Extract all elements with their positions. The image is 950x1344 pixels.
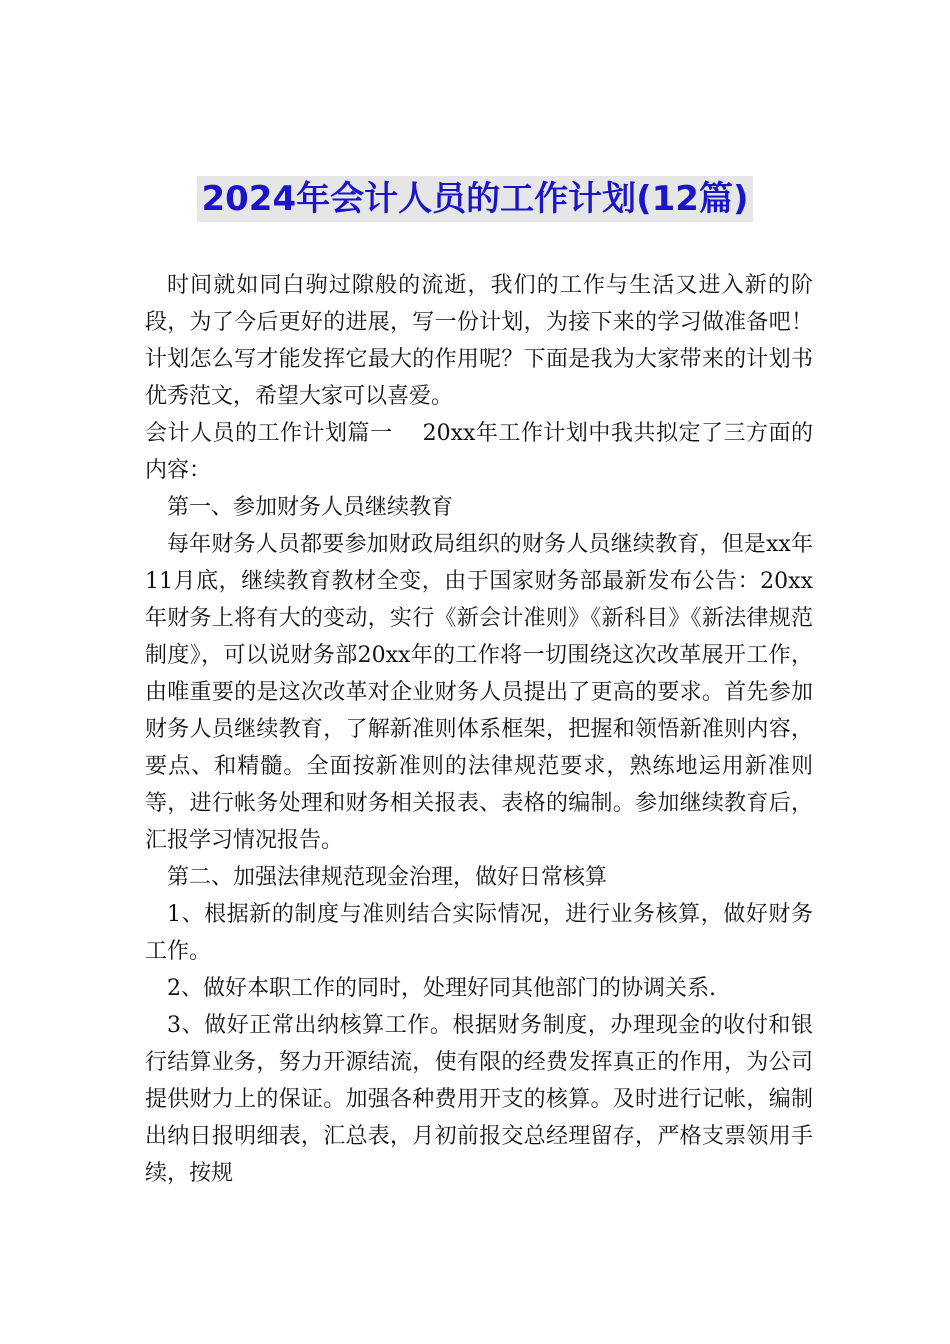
section-heading-paragraph: 会计人员的工作计划篇一 20xx年工作计划中我共拟定了三方面的内容： xyxy=(145,421,813,483)
list-item-2: 2、做好本职工作的同时，处理好同其他部门的协调关系. xyxy=(167,976,716,1001)
subheading-second: 第二、加强法律规范现金治理，做好日常核算 xyxy=(167,865,608,890)
list-item-3: 3、做好正常出纳核算工作。根据财务制度，办理现金的收付和银行结算业务，努力开源结流，使有限的经费发挥真正的作用，为公司提供财力上的保证。加强各种费用开支的核算。及时进行记帐，编制出纳日报明细表，汇总表，月初前报交总经理留存，严格支票领用手续，按规 xyxy=(145,1013,813,1186)
document-title: 2024年会计人员的工作计划(12篇) xyxy=(197,176,752,222)
list-item-1: 1、根据新的制度与准则结合实际情况，进行业务核算，做好财务工作。 xyxy=(145,902,813,964)
subheading-first: 第一、参加财务人员继续教育 xyxy=(167,495,454,520)
title-container xyxy=(0,176,950,222)
paragraph-education: 每年财务人员都要参加财政局组织的财务人员继续教育，但是xx年11月底，继续教育教材全变，由于国家财务部最新发布公告：20xx年财务上将有大的变动，实行《新会计准则》《新科目》《新法律规范制度》，可以说财务部20xx年的工作将一切围绕这次改革展开工作，由唯重要的是这次改革对企业财务人员提出了更高的要求。首先参加财务人员继续教育，了解新准则体系框架，把握和领悟新准则内容，要点、和精髓。全面按新准则的法律规范要求，熟练地运用新准则等，进行帐务处理和财务相关报表、表格的编制。参加继续教育后，汇报学习情况报告。 xyxy=(145,532,813,853)
document-body xyxy=(145,267,813,1192)
intro-paragraph: 时间就如同白驹过隙般的流逝，我们的工作与生活又进入新的阶段，为了今后更好的进展，写一份计划，为接下来的学习做准备吧！计划怎么写才能发挥它最大的作用呢？下面是我为大家带来的计划书优秀范文，希望大家可以喜爱。 xyxy=(145,273,813,409)
